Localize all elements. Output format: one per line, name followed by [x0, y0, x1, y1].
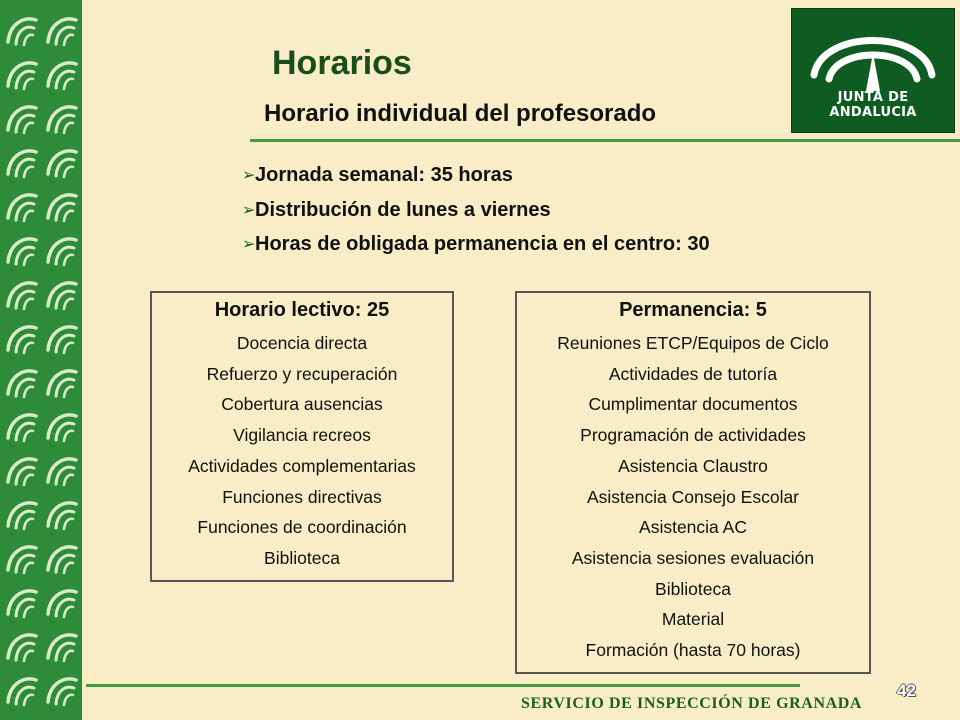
list-item: Asistencia Claustro: [618, 455, 768, 476]
swirl-icon: [48, 371, 76, 397]
title-divider: [250, 139, 960, 142]
swirl-icon: [48, 547, 76, 573]
box-heading: Permanencia: 5: [619, 299, 767, 321]
arrow-bullet-icon: ➢: [242, 236, 256, 253]
bullet-text: Jornada semanal: 35 horas: [255, 164, 513, 186]
swirl-icon: [48, 283, 76, 309]
list-item: Material: [661, 609, 725, 630]
swirl-icon: [48, 503, 76, 529]
swirl-icon: [8, 679, 36, 705]
swirl-icon: [48, 107, 76, 133]
list-item: Refuerzo y recuperación: [206, 363, 398, 384]
swirl-icon: [48, 239, 76, 265]
bullet-permanencia-obligada: [242, 233, 710, 256]
swirl-icon: [8, 371, 36, 397]
list-item: Cobertura ausencias: [221, 394, 383, 415]
swirl-icon: [48, 591, 76, 617]
bullet-text: Distribución de lunes a viernes: [255, 199, 551, 221]
swirl-icon: [48, 415, 76, 441]
list-item: Programación de actividades: [580, 425, 806, 446]
swirl-icon: [8, 415, 36, 441]
list-item: Funciones directivas: [222, 486, 382, 507]
bullet-jornada: [242, 164, 513, 187]
list-item: Asistencia Consejo Escolar: [586, 486, 800, 507]
swirl-icon: [48, 151, 76, 177]
activity-list: [517, 328, 869, 666]
swirl-icon: [48, 19, 76, 45]
activity-list: [152, 328, 452, 574]
horario-lectivo-box: [150, 291, 454, 582]
list-item: Vigilancia recreos: [233, 425, 371, 446]
arrow-bullet-icon: ➢: [242, 202, 256, 219]
list-item: Docencia directa: [236, 333, 368, 353]
footer-divider: [86, 684, 800, 687]
list-item: Funciones de coordinación: [197, 517, 407, 538]
permanencia-box: [515, 291, 871, 674]
swirl-icon: [8, 195, 36, 221]
swirl-icon: [8, 459, 36, 485]
swirl-icon: [48, 63, 76, 89]
swirl-icon: [8, 19, 36, 45]
list-item: Actividades complementarias: [188, 455, 416, 476]
logo-text: JUNTA DE ANDALUCIA: [829, 90, 917, 120]
list-item: Formación (hasta 70 horas): [585, 640, 801, 661]
swirl-icon: [8, 635, 36, 661]
swirl-icon: [8, 107, 36, 133]
page-number: 42: [897, 681, 916, 700]
swirl-icon: [8, 547, 36, 573]
bullet-text: Horas de obligada permanencia en el centro: 30: [255, 233, 710, 255]
swirl-icon: [8, 283, 36, 309]
box-heading: Horario lectivo: 25: [214, 299, 390, 321]
list-item: Biblioteca: [655, 578, 731, 599]
swirl-icon: [48, 459, 76, 485]
swirl-icon: [48, 635, 76, 661]
bullet-distribucion: [242, 199, 551, 222]
list-item: Asistencia sesiones evaluación: [571, 547, 815, 568]
arrow-bullet-icon: ➢: [242, 167, 256, 184]
list-item: Biblioteca: [264, 547, 340, 568]
swirl-pattern-icon: [0, 0, 82, 720]
swirl-icon: [48, 679, 76, 705]
swirl-icon: [8, 63, 36, 89]
list-item: Actividades de tutoría: [608, 363, 778, 384]
list-item: Cumplimentar documentos: [588, 394, 798, 415]
page-subtitle: Horario individual del profesorado: [264, 100, 657, 127]
decorative-left-band: [0, 0, 82, 720]
swirl-icon: [48, 327, 76, 353]
swirl-icon: [48, 195, 76, 221]
footer-text: SERVICIO DE INSPECCIÓN DE GRANADA: [521, 695, 863, 712]
junta-logo: [791, 8, 955, 133]
page-title: Horarios: [272, 44, 412, 82]
list-item: Reuniones ETCP/Equipos de Ciclo: [557, 333, 829, 353]
swirl-icon: [8, 151, 36, 177]
swirl-icon: [8, 591, 36, 617]
swirl-icon: [8, 327, 36, 353]
list-item: Asistencia AC: [639, 517, 747, 538]
swirl-icon: [8, 239, 36, 265]
swirl-icon: [8, 503, 36, 529]
